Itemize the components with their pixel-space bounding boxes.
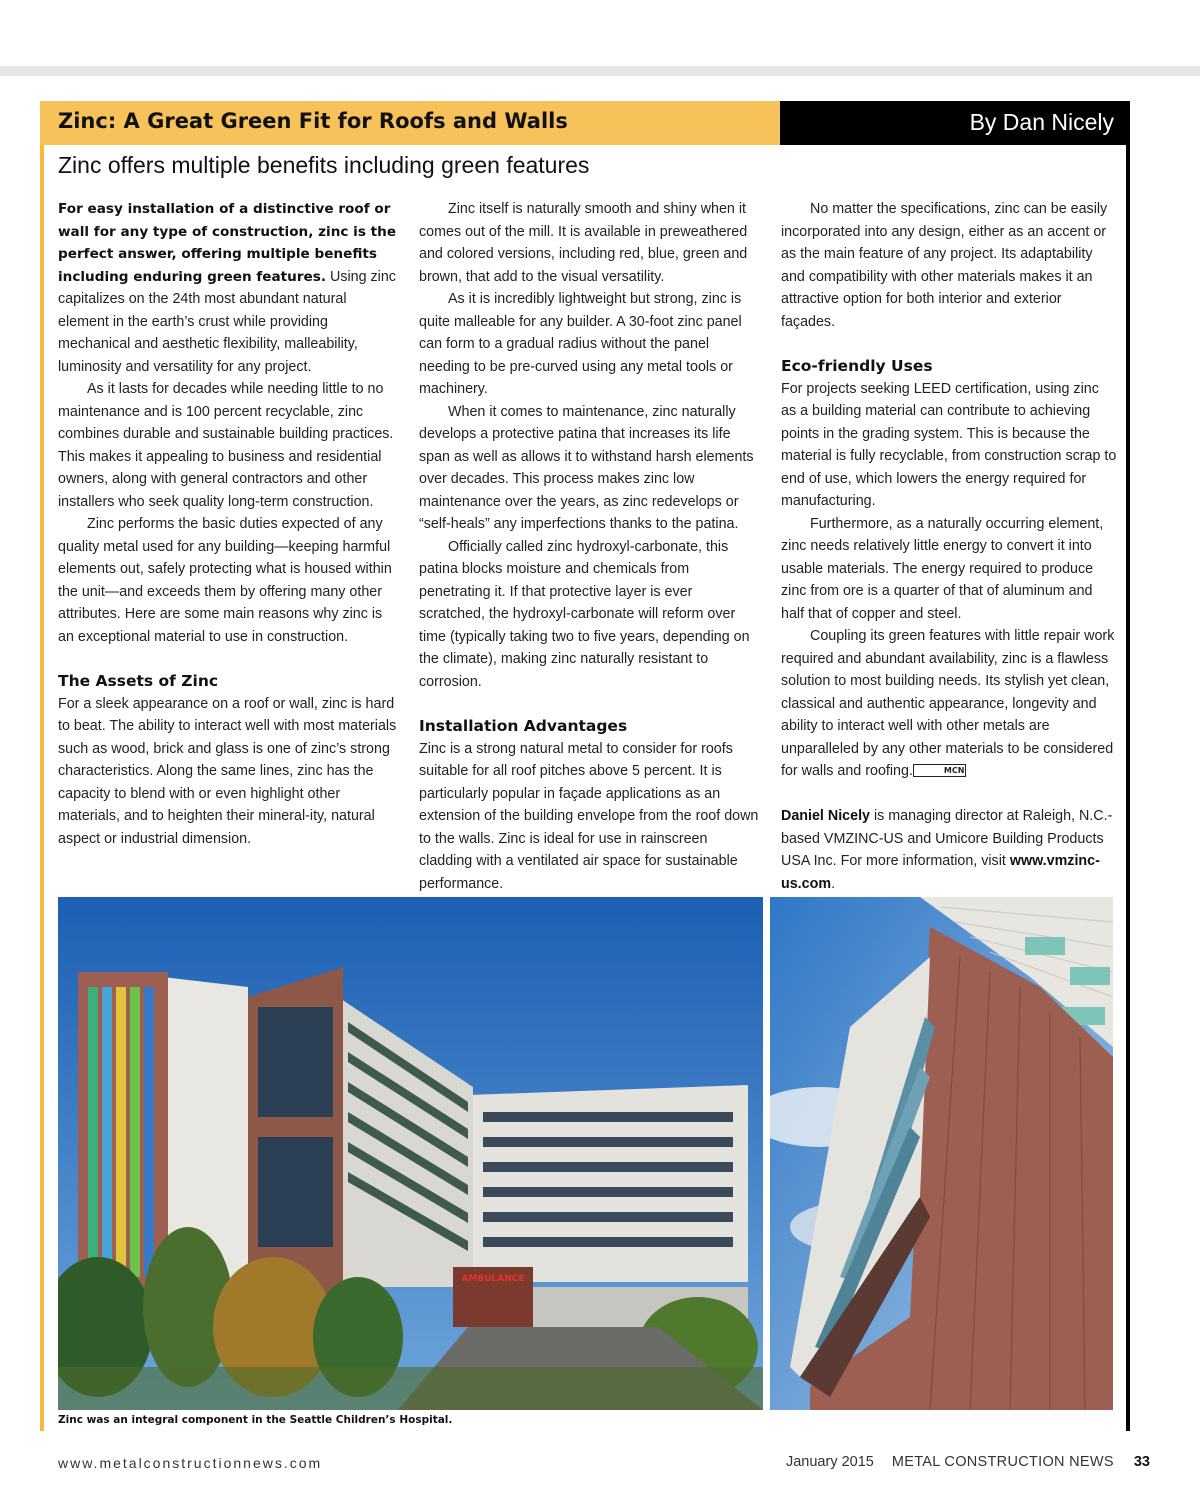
paragraph: Zinc performs the basic duties expected of any quality metal used for any building—keeping harmful elements out, safely protecting what is housed within the unit—and exceeds them by offering many other attributes. Here are some main reasons why zinc is an exceptional material to use in construction.: [58, 516, 392, 645]
paragraph: For a sleek appearance on a roof or wall, zinc is hard to beat. The ability to interact well with most materials such as wood, brick and glass is one of zinc’s strong characteristics. Along the same lines, zinc has the capacity to blend with or even highlight other materials, and to heighten their mineral-ity, natural aspect or industrial dimension.: [58, 695, 397, 847]
magazine-name: METAL CONSTRUCTION NEWS: [891, 1454, 1114, 1470]
byline-bar: [780, 101, 1130, 145]
author-website-link[interactable]: www.vmzinc-us.com: [781, 853, 1100, 892]
spacer: [781, 783, 1117, 806]
hospital-photo: [58, 897, 763, 1410]
paragraph: When it comes to maintenance, zinc naturally develops a protective patina that increases its life span as well as allows it to withstand harsh elements over decades. This process makes zinc low maintenance over the years, as zinc redevelops or “self-heals” any imperfections thanks to the patina.: [419, 403, 754, 532]
paragraph: [781, 625, 1117, 783]
ambulance-sign: AMBULANCE: [461, 1274, 525, 1284]
facade-illustration: [770, 897, 1113, 1410]
paragraph: As it is incredibly lightweight but strong, zinc is quite malleable for any builder. A 30-foot zinc panel can form to a gradual radius without the panel needing to be pre-curved using any metal tools or machinery.: [419, 291, 742, 397]
section-heading-assets: The Assets of Zinc: [58, 672, 219, 690]
title-bar: [40, 101, 780, 145]
paragraph: Zinc is a strong natural metal to consider for roofs suitable for all roof pitches above 5 percent. It is particularly popular in façade applications as an extension of the building envelope from the roof down to the walls. Zinc is ideal for use in rainscreen cladding with a ventilated air space for sustainable performance.: [419, 740, 759, 892]
bio-end: .: [831, 875, 836, 892]
article-subtitle: Zinc offers multiple benefits including green features: [58, 152, 590, 178]
column-2: [419, 198, 759, 895]
article-title: Zinc: A Great Green Fit for Roofs and Walls: [58, 109, 568, 133]
author-bio: [781, 805, 1117, 895]
footer-right: [786, 1454, 1150, 1470]
paragraph: As it lasts for decades while needing little to no maintenance and is 100 percent recyclable, zinc combines durable and sustainable building practices. This makes it appealing to business and residential owners, along with general contractors and other installers who seek quality long-term construction.: [58, 381, 394, 510]
column-3: [781, 198, 1117, 895]
paragraph: No matter the specifications, zinc can be easily incorporated into any design, either as an accent or as the main feature of any project. Its adaptability and compatibility with other materials makes it an attractive option for both interior and exterior façades.: [781, 201, 1108, 330]
footer-website[interactable]: www.metalconstructionnews.com: [58, 1455, 323, 1471]
paragraph: Zinc itself is naturally smooth and shiny when it comes out of the mill. It is available in preweathered and colored versions, including red, blue, green and brown, that add to the visual versatility.: [419, 201, 748, 285]
paragraph: Officially called zinc hydroxyl-carbonate, this patina blocks moisture and chemicals from penetrating it. If that protective layer is ever scratched, the hydroxyl-carbonate will reform over time (typically taking two to five years, depending on the climate), making zinc naturally resistant to corrosion.: [419, 538, 750, 690]
body-text: Coupling its green features with little repair work required and abundant availability, zinc is a flawless solution to most building needs. Its stylish yet clean, classical and authentic appearance, longevity and ability to interact well with other metals are unparalleled by any other materials to be considered for walls and roofing.: [781, 628, 1115, 779]
page-number: 33: [1133, 1454, 1150, 1470]
top-rule: [0, 66, 1200, 76]
paragraph: For projects seeking LEED certification, using zinc as a building material can contribute to achieving points in the grading system. This is because the material is fully recyclable, from construction scrap to end of use, which lowers the energy required for manufacturing.: [781, 380, 1117, 509]
paragraph: Furthermore, as a naturally occurring element, zinc needs relatively little energy to convert it into usable materials. The energy required to produce zinc from ore is a quarter of that of aluminum and half that of copper and steel.: [781, 515, 1104, 622]
left-frame-rule: [40, 101, 44, 1431]
end-mark-icon: MCN: [913, 764, 967, 777]
paragraph: [58, 198, 398, 378]
bio-text: is managing director at Raleigh, N.C.-based VMZINC-US and Umicore Building Products USA Inc. For more information, visit: [781, 808, 1113, 869]
issue-date: January 2015: [785, 1454, 874, 1470]
column-1: [58, 198, 398, 850]
section-heading-eco: Eco-friendly Uses: [781, 357, 933, 375]
hospital-illustration: [58, 897, 763, 1410]
photo-caption: Zinc was an integral component in the Seattle Children’s Hospital.: [58, 1414, 453, 1426]
right-frame-rule: [1126, 101, 1130, 1431]
lead-text: For easy installation of a distinctive roof or wall for any type of construction, zinc is the perfect answer, offering multiple benefits including enduring green features.: [58, 201, 397, 285]
author-name: Daniel Nicely: [781, 808, 870, 824]
section-heading-installation: Installation Advantages: [419, 717, 628, 735]
facade-photo: [770, 897, 1113, 1410]
body-text: Using zinc capitalizes on the 24th most abundant natural element in the earth’s crust while providing mechanical and aesthetic flexibility, malleability, luminosity and versatility for any project.: [58, 268, 396, 375]
byline: By Dan Nicely: [969, 109, 1114, 135]
